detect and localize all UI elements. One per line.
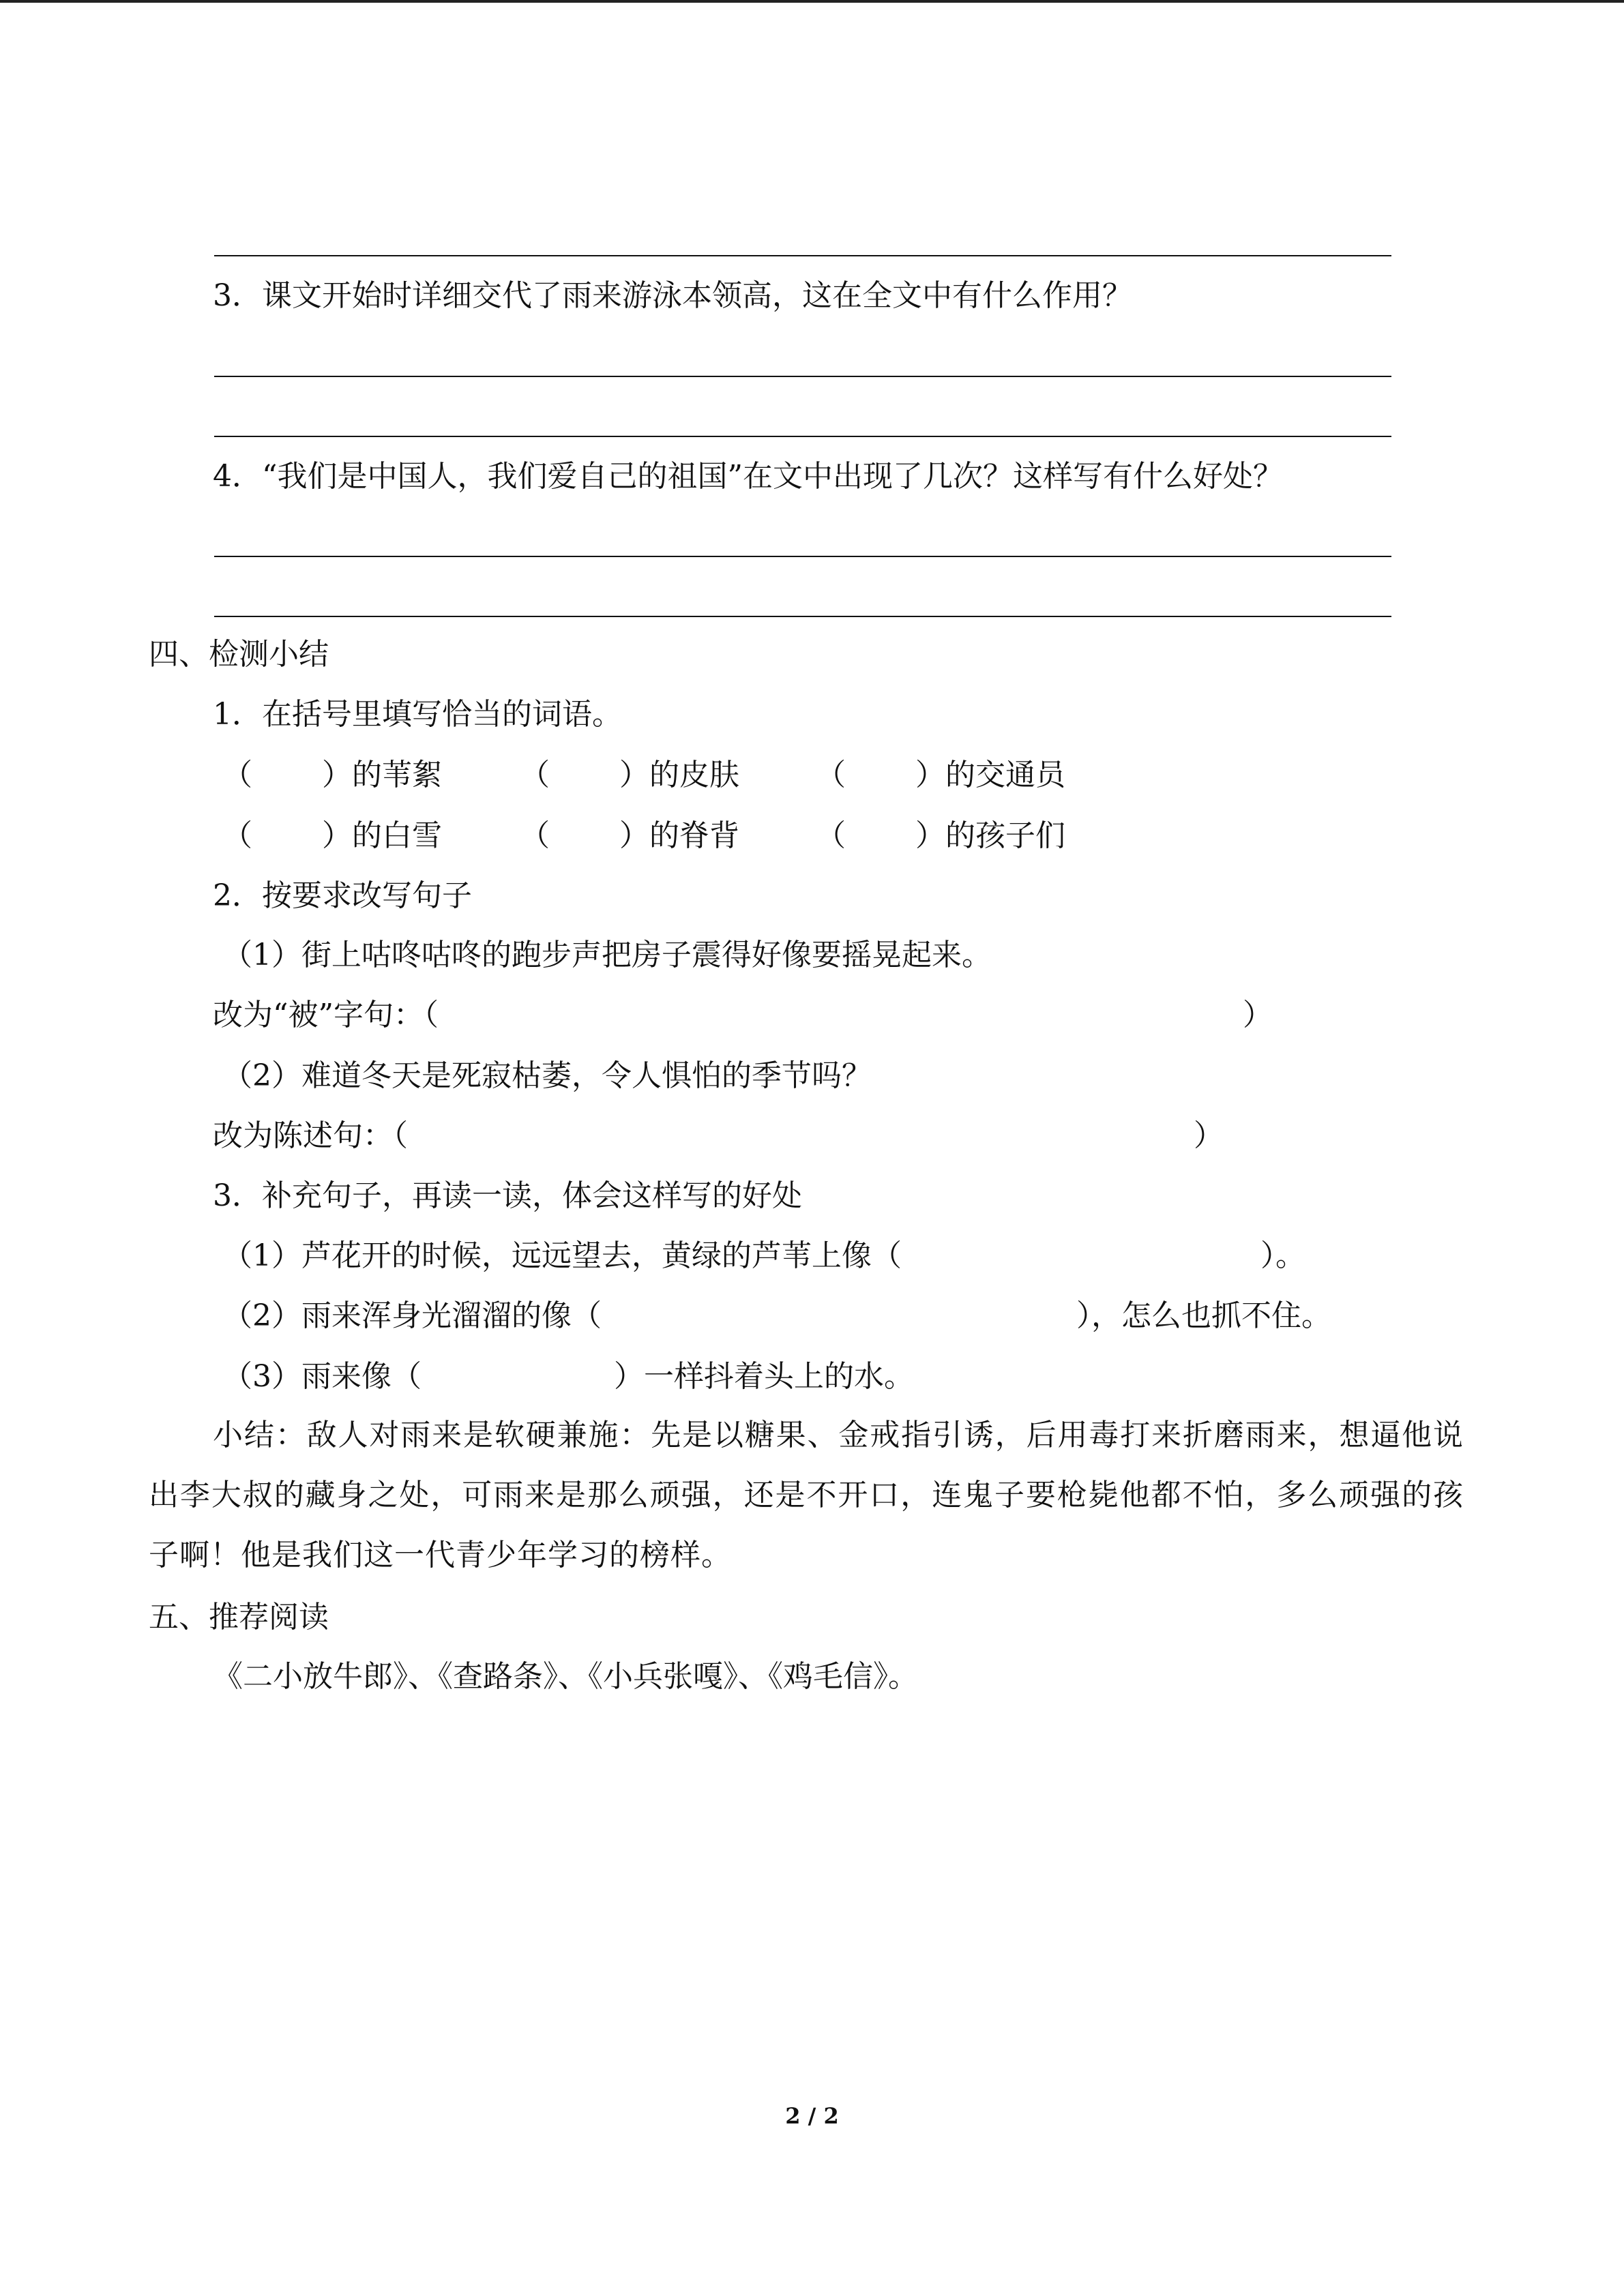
section-4-item-3: 3．补充句子，再读一读，体会这样写的好处 <box>213 1178 802 1213</box>
recommended-books: 《二小放牛郎》、《查路条》、《小兵张嘎》、《鸡毛信》。 <box>213 1659 918 1694</box>
answer-line <box>214 255 1391 256</box>
complete-sentence-3-end: ）一样抖着头上的水。 <box>614 1359 914 1394</box>
question-3: 3．课文开始时详细交代了雨来游泳本领高，这在全文中有什么作用？ <box>213 278 1132 313</box>
fill-blank-6: （ ）的孩子们 <box>816 818 1065 853</box>
fill-blank-1: （ ）的苇絮 <box>222 758 442 792</box>
page-top-border <box>0 0 1624 3</box>
complete-sentence-3: （3）雨来像（ <box>222 1359 422 1394</box>
complete-sentence-2: （2）雨来浑身光溜溜的像（ <box>222 1298 602 1333</box>
section-4-item-2: 2．按要求改写句子 <box>213 878 472 913</box>
summary-paragraph: 小结：敌人对雨来是软硬兼施：先是以糖果、金戒指引诱，后用毒打来折磨雨来，想逼他说出李大叔的藏身之处，可雨来是那么顽强，还是不开口，连鬼子要枪毙他都不怕，多么顽强的孩子啊！他是我们这一代青少年学习的榜样。 <box>149 1418 1464 1572</box>
rewrite-sentence-2: （2）难道冬天是死寂枯萎，令人惧怕的季节吗？ <box>222 1058 872 1093</box>
fill-blank-2: （ ）的皮肤 <box>520 758 739 792</box>
page-number: 2 / 2 <box>785 2103 839 2129</box>
answer-line <box>214 436 1391 437</box>
rewrite-task-1: 改为“被”字句：（ <box>213 998 439 1032</box>
rewrite-sentence-1: （1）街上咕咚咕咚的跑步声把房子震得好像要摇晃起来。 <box>222 938 992 972</box>
complete-sentence-2-end: ），怎么也抓不住。 <box>1076 1298 1331 1333</box>
answer-line <box>214 376 1391 377</box>
section-4-item-1: 1．在括号里填写恰当的词语。 <box>213 697 622 732</box>
rewrite-task-2-close: ） <box>1194 1118 1224 1153</box>
complete-sentence-1-end: ）。 <box>1260 1238 1305 1273</box>
fill-blank-5: （ ）的脊背 <box>520 818 739 853</box>
section-5-title: 五、推荐阅读 <box>149 1600 329 1635</box>
question-4: 4．“我们是中国人，我们爱自己的祖国”在文中出现了几次？这样写有什么好处？ <box>213 459 1283 494</box>
answer-line <box>214 556 1391 557</box>
fill-blank-3: （ ）的交通员 <box>816 758 1065 792</box>
fill-blank-4: （ ）的白雪 <box>222 818 442 853</box>
rewrite-task-2: 改为陈述句：（ <box>213 1118 408 1153</box>
section-4-title: 四、检测小结 <box>149 637 329 672</box>
complete-sentence-1: （1）芦花开的时候，远远望去，黄绿的芦苇上像（ <box>222 1238 902 1273</box>
answer-line <box>214 616 1391 617</box>
rewrite-task-1-close: ） <box>1243 998 1273 1032</box>
